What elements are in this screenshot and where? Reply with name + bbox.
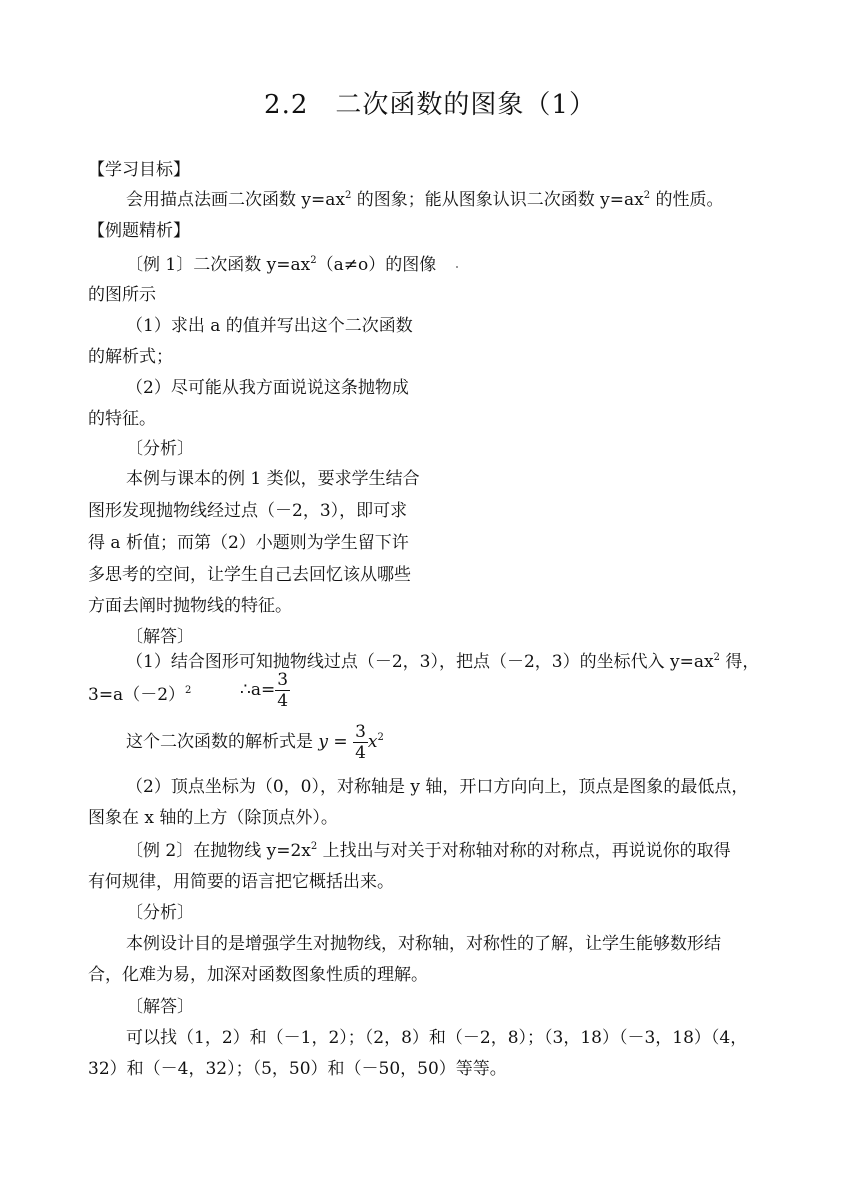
- examples-heading: 【例题精析】: [88, 221, 190, 241]
- function-expression: 这个二次函数的解析式是 y = $\frac{3}{4}$ $x^2$: [126, 722, 384, 763]
- question1-line2: 的解析式；: [88, 347, 173, 367]
- graph-placeholder-mark: [456, 266, 458, 268]
- example2-answer-line: 32）和（－4，32）；（5，50）和（－50，50）等等。: [88, 1059, 507, 1079]
- answer2-line1: （2）顶点坐标为（0，0），对称轴是 y 轴，开口方向向上，顶点是图象的最低点，: [126, 777, 749, 797]
- example1-analysis-label: 〔分析〕: [126, 439, 194, 459]
- example2-line1: 〔例 2〕在抛物线 $y=2x^2$ 上找出与对关于对称轴对称的对称点，再说说你的取得: [126, 841, 731, 861]
- example1-analysis-line: 本例与课本的例 1 类似，要求学生结合: [126, 469, 420, 489]
- example1-line1: 〔例 1〕二次函数 $y=ax^2(a\ne o)$的图像: [126, 255, 437, 275]
- example2-line2: 有何规律，用简要的语言把它概括出来。: [88, 872, 394, 892]
- example1-line2: 的图所示: [88, 285, 156, 305]
- question1-line1: （1）求出 a 的值并写出这个二次函数: [126, 316, 413, 336]
- example2-answer-label: 〔解答〕: [126, 997, 194, 1017]
- goals-text: 会用描点法画二次函数 $y=ax^2$ 的图象；能从图象认识二次函数 $y=ax^2$ 的性质。: [126, 190, 724, 210]
- example2-answer-line: 可以找（1，2）和（－1，2）；（2，8）和（－2，8）；（3，18）（－3，18）（4，: [126, 1028, 748, 1048]
- example1-analysis-line: 图形发现抛物线经过点（－2，3），即可求: [88, 501, 408, 521]
- example1-answer-label: 〔解答〕: [126, 627, 194, 647]
- answer1-line2: $3=a(-2)^2$: [88, 685, 192, 705]
- fraction-three-quarters: $\frac{3}{4}$: [277, 670, 289, 711]
- example1-analysis-line: 多思考的空间，让学生自己去回忆该从哪些: [88, 565, 411, 585]
- example1-analysis-line: 得 a 析值；而第（2）小题则为学生留下许: [88, 533, 409, 553]
- page-title: 2.2 二次函数的图象（1）: [264, 90, 596, 120]
- answer2-line2: 图象在 x 轴的上方（除顶点外）。: [88, 808, 338, 828]
- a-value-formula: ∴a= $\frac{3}{4}$: [240, 670, 289, 711]
- answer1-line1: （1）结合图形可知抛物线过点（－2，3），把点（－2，3）的坐标代入 $y=ax^2$ 得，: [126, 652, 760, 672]
- example2-analysis-label: 〔分析〕: [126, 903, 194, 923]
- example2-analysis-line: 本例设计目的是增强学生对抛物线，对称轴，对称性的了解，让学生能够数形结: [126, 934, 721, 954]
- example1-analysis-line: 方面去阐时抛物线的特征。: [88, 596, 292, 616]
- question2-line2: 的特征。: [88, 409, 156, 429]
- fraction-three-quarters: $\frac{3}{4}$: [355, 722, 366, 763]
- example2-analysis-line: 合，化难为易，加深对函数图象性质的理解。: [88, 965, 428, 985]
- question2-line1: （2）尽可能从我方面说说这条抛物成: [126, 378, 409, 398]
- goals-heading: 【学习目标】: [88, 160, 190, 180]
